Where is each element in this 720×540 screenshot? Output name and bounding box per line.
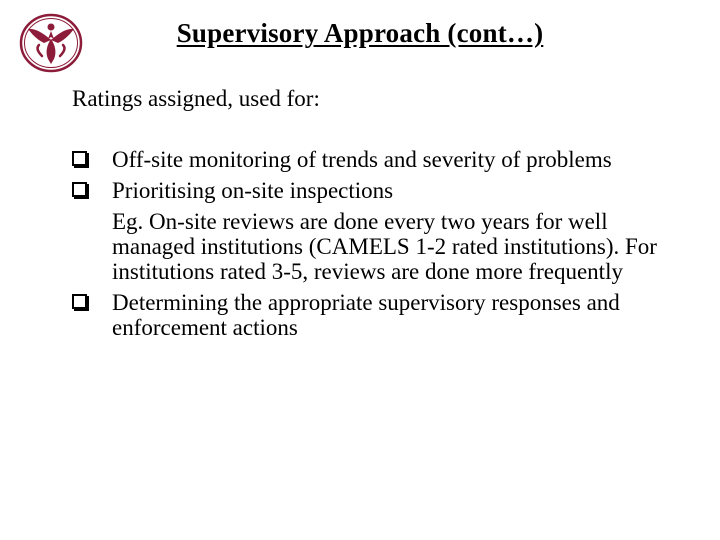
bullet-text: Off-site monitoring of trends and severity of problems <box>112 147 612 172</box>
bullet-subtext: Eg. On-site reviews are done every two years for well managed institutions (CAMELS 1-2 rated institutions). For institutions rated 3-5, reviews are done more frequently <box>112 209 657 284</box>
bullet-item-prioritising-inspections <box>72 178 672 284</box>
bullet-item-supervisory-responses <box>72 290 672 340</box>
bullet-text: Determining the appropriate supervisory responses and enforcement actions <box>112 290 620 340</box>
intro-text: Ratings assigned, used for: <box>72 86 320 111</box>
slide-title: Supervisory Approach (cont…) <box>176 18 544 48</box>
bullet-item-offsite-monitoring <box>72 147 672 172</box>
checkbox-bullet-icon <box>72 182 87 197</box>
bullet-text: Prioritising on-site inspections <box>112 178 394 203</box>
bullet-list <box>72 147 672 340</box>
checkbox-bullet-icon <box>72 294 87 309</box>
checkbox-bullet-icon <box>72 151 87 166</box>
